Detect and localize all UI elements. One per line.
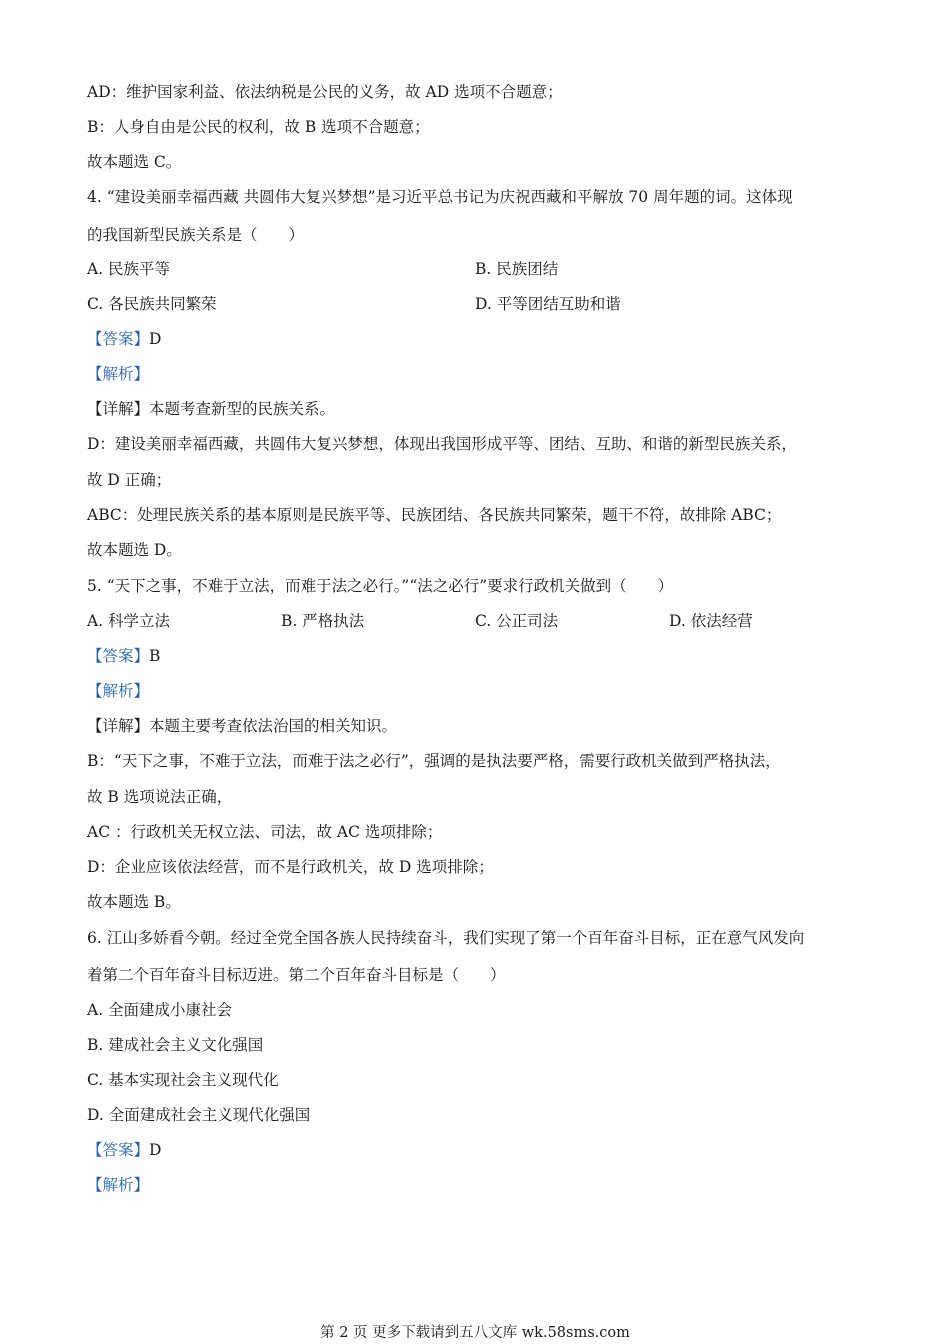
q5-option-a: A. 科学立法	[87, 612, 171, 630]
text-line: AD：维护国家利益、依法纳税是公民的义务，故 AD 选项不合题意；	[87, 83, 563, 101]
q4-analysis-tag: 【解析】	[87, 365, 150, 383]
q4-detail: D：建设美丽幸福西藏，共圆伟大复兴梦想，体现出我国形成平等、团结、互助、和谐的新型民族关系，	[87, 435, 797, 453]
text-line: 故本题选 C。	[87, 153, 182, 171]
q4-detail: 【详解】本题考查新型的民族关系。	[87, 400, 336, 418]
q5-option-d: D. 依法经营	[669, 612, 753, 630]
q6-option-a: A. 全面建成小康社会	[87, 1001, 233, 1019]
q4-option-d: D. 平等团结互助和谐	[475, 295, 621, 313]
q6-option-c: C. 基本实现社会主义现代化	[87, 1071, 279, 1089]
q4-option-b: B. 民族团结	[475, 260, 559, 278]
q6-option-b: B. 建成社会主义文化强国	[87, 1036, 264, 1054]
q5-detail: 故 B 选项说法正确，	[87, 788, 233, 806]
q6-answer	[87, 1140, 161, 1160]
q4-detail: ABC：处理民族关系的基本原则是民族平等、民族团结、各民族共同繁荣，题干不符，故排除 ABC；	[87, 506, 782, 524]
q6-option-d: D. 全面建成社会主义现代化强国	[87, 1106, 311, 1124]
question-4-stem: 4. “建设美丽幸福西藏 共圆伟大复兴梦想”是习近平总书记为庆祝西藏和平解放 70 周年题的词。这体现	[87, 188, 793, 206]
q5-detail: B：“天下之事，不难于立法，而难于法之必行”，强调的是执法要严格，需要行政机关做到严格执法，	[87, 752, 781, 770]
answer-tag: 【答案】	[87, 330, 150, 348]
q5-answer	[87, 646, 160, 666]
answer-tag: 【答案】	[87, 647, 150, 665]
question-6-stem: 6. 江山多娇看今朝。经过全党全国各族人民持续奋斗，我们实现了第一个百年奋斗目标，正在意气风发向	[87, 929, 805, 947]
q5-detail: 故本题选 B。	[87, 893, 181, 911]
answer-value: B	[149, 647, 161, 665]
answer-tag: 【答案】	[87, 1141, 150, 1159]
answer-value: D	[149, 330, 162, 348]
q5-option-b: B. 严格执法	[281, 612, 365, 630]
q4-option-a: A. 民族平等	[87, 260, 171, 278]
question-4-stem-cont: 的我国新型民族关系是（ ）	[87, 226, 305, 244]
q4-option-c: C. 各民族共同繁荣	[87, 295, 217, 313]
question-5-stem: 5. “天下之事，不难于立法，而难于法之必行。”“法之必行”要求行政机关做到（ ）	[87, 577, 674, 595]
q5-option-c: C. 公正司法	[475, 612, 559, 630]
q4-answer	[87, 329, 161, 349]
q5-analysis-tag: 【解析】	[87, 682, 150, 700]
answer-value: D	[149, 1141, 162, 1159]
q5-detail: AC ：行政机关无权立法、司法，故 AC 选项排除；	[87, 823, 443, 841]
q4-detail: 故 D 正确；	[87, 471, 172, 489]
q5-detail: 【详解】本题主要考查依法治国的相关知识。	[87, 717, 398, 735]
q4-detail: 故本题选 D。	[87, 541, 182, 559]
q5-detail: D：企业应该依法经营，而不是行政机关，故 D 选项排除；	[87, 858, 494, 876]
text-line: B：人身自由是公民的权利，故 B 选项不合题意；	[87, 118, 430, 136]
page-footer: 第 2 页 更多下载请到五八文库 wk.58sms.com	[320, 1325, 630, 1341]
question-6-stem-cont: 着第二个百年奋斗目标迈进。第二个百年奋斗目标是（ ）	[87, 966, 506, 984]
q6-analysis-tag: 【解析】	[87, 1176, 150, 1194]
